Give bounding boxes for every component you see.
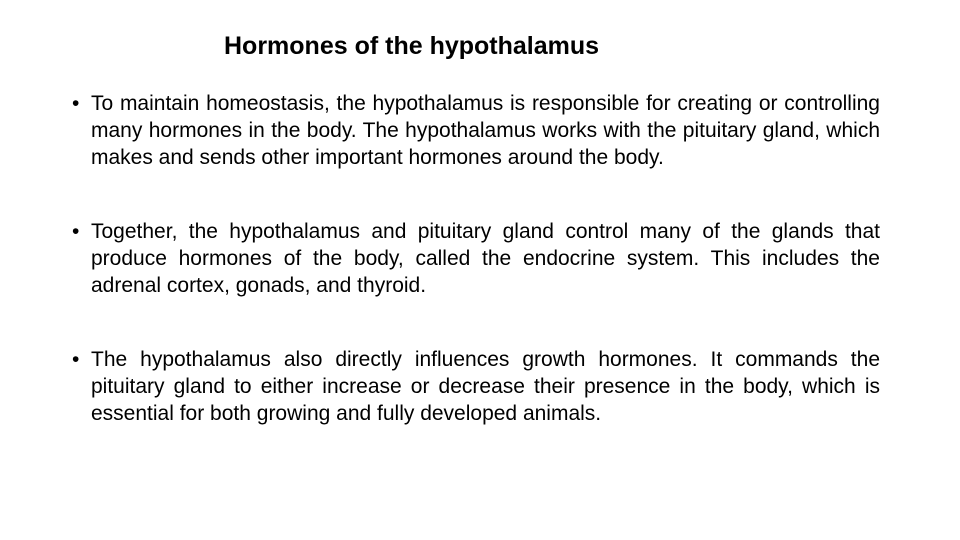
bullet-text: Together, the hypothalamus and pituitary gland control many of the glands that produce hormones of the body, called the endocrine system. This includes the adrenal cortex, gonads, and thyroid.: [91, 220, 880, 297]
bullet-item: [72, 90, 880, 171]
bullet-text: The hypothalamus also directly influences growth hormones. It commands the pituitary gland to either increase or decrease their presence in the body, which is essential for both growing and fully developed animals.: [91, 348, 880, 425]
slide-title: Hormones of the hypothalamus: [224, 32, 600, 60]
bullet-item: [72, 346, 880, 427]
bullet-icon: •: [72, 92, 80, 115]
bullet-list: [72, 90, 880, 427]
bullet-item: [72, 218, 880, 299]
bullet-text: To maintain homeostasis, the hypothalamus is responsible for creating or controlling many hormones in the body. The hypothalamus works with the pituitary gland, which makes and sends other important hormones around the body.: [91, 92, 880, 169]
bullet-icon: •: [72, 348, 80, 371]
bullet-icon: •: [72, 220, 80, 243]
